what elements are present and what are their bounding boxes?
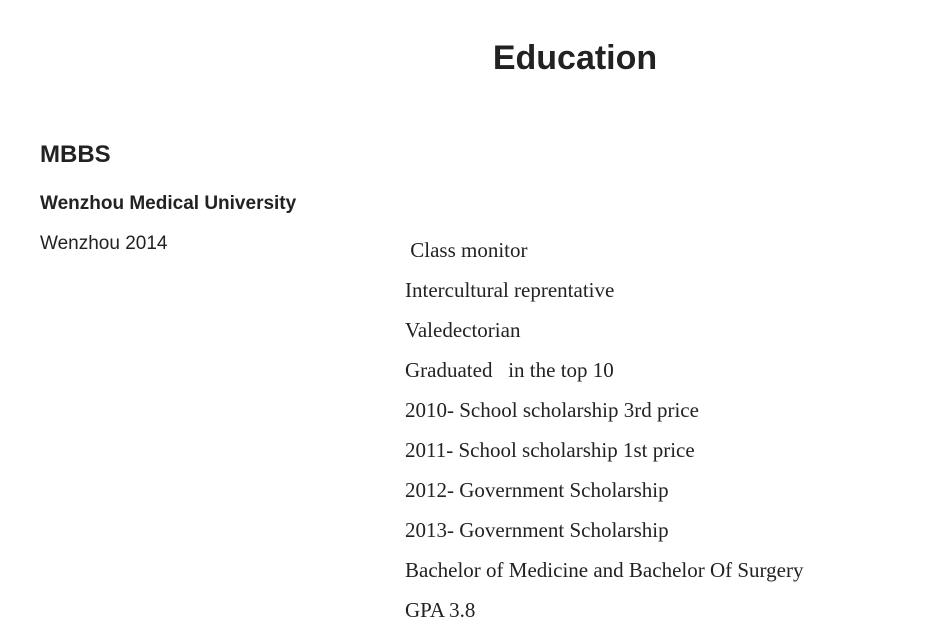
detail-item: 2011- School scholarship 1st price (405, 438, 695, 462)
detail-item: Graduated in the top 10 (405, 358, 614, 382)
detail-item: 2013- Government Scholarship (405, 518, 669, 542)
school-name: Wenzhou Medical University (40, 193, 297, 214)
details-list (405, 230, 803, 630)
detail-item: 2012- Government Scholarship (405, 478, 669, 502)
detail-item: 2010- School scholarship 3rd price (405, 398, 699, 422)
detail-item: Class monitor (405, 238, 528, 262)
section-title: Education (492, 39, 658, 77)
degree-heading: MBBS (40, 141, 111, 168)
detail-item: GPA 3.8 (405, 598, 476, 622)
detail-item: Bachelor of Medicine and Bachelor Of Surgery (405, 558, 804, 582)
detail-item: Intercultural reprentative (405, 278, 615, 302)
location-year: Wenzhou 2014 (40, 233, 168, 254)
detail-item: Valedectorian (405, 318, 521, 342)
